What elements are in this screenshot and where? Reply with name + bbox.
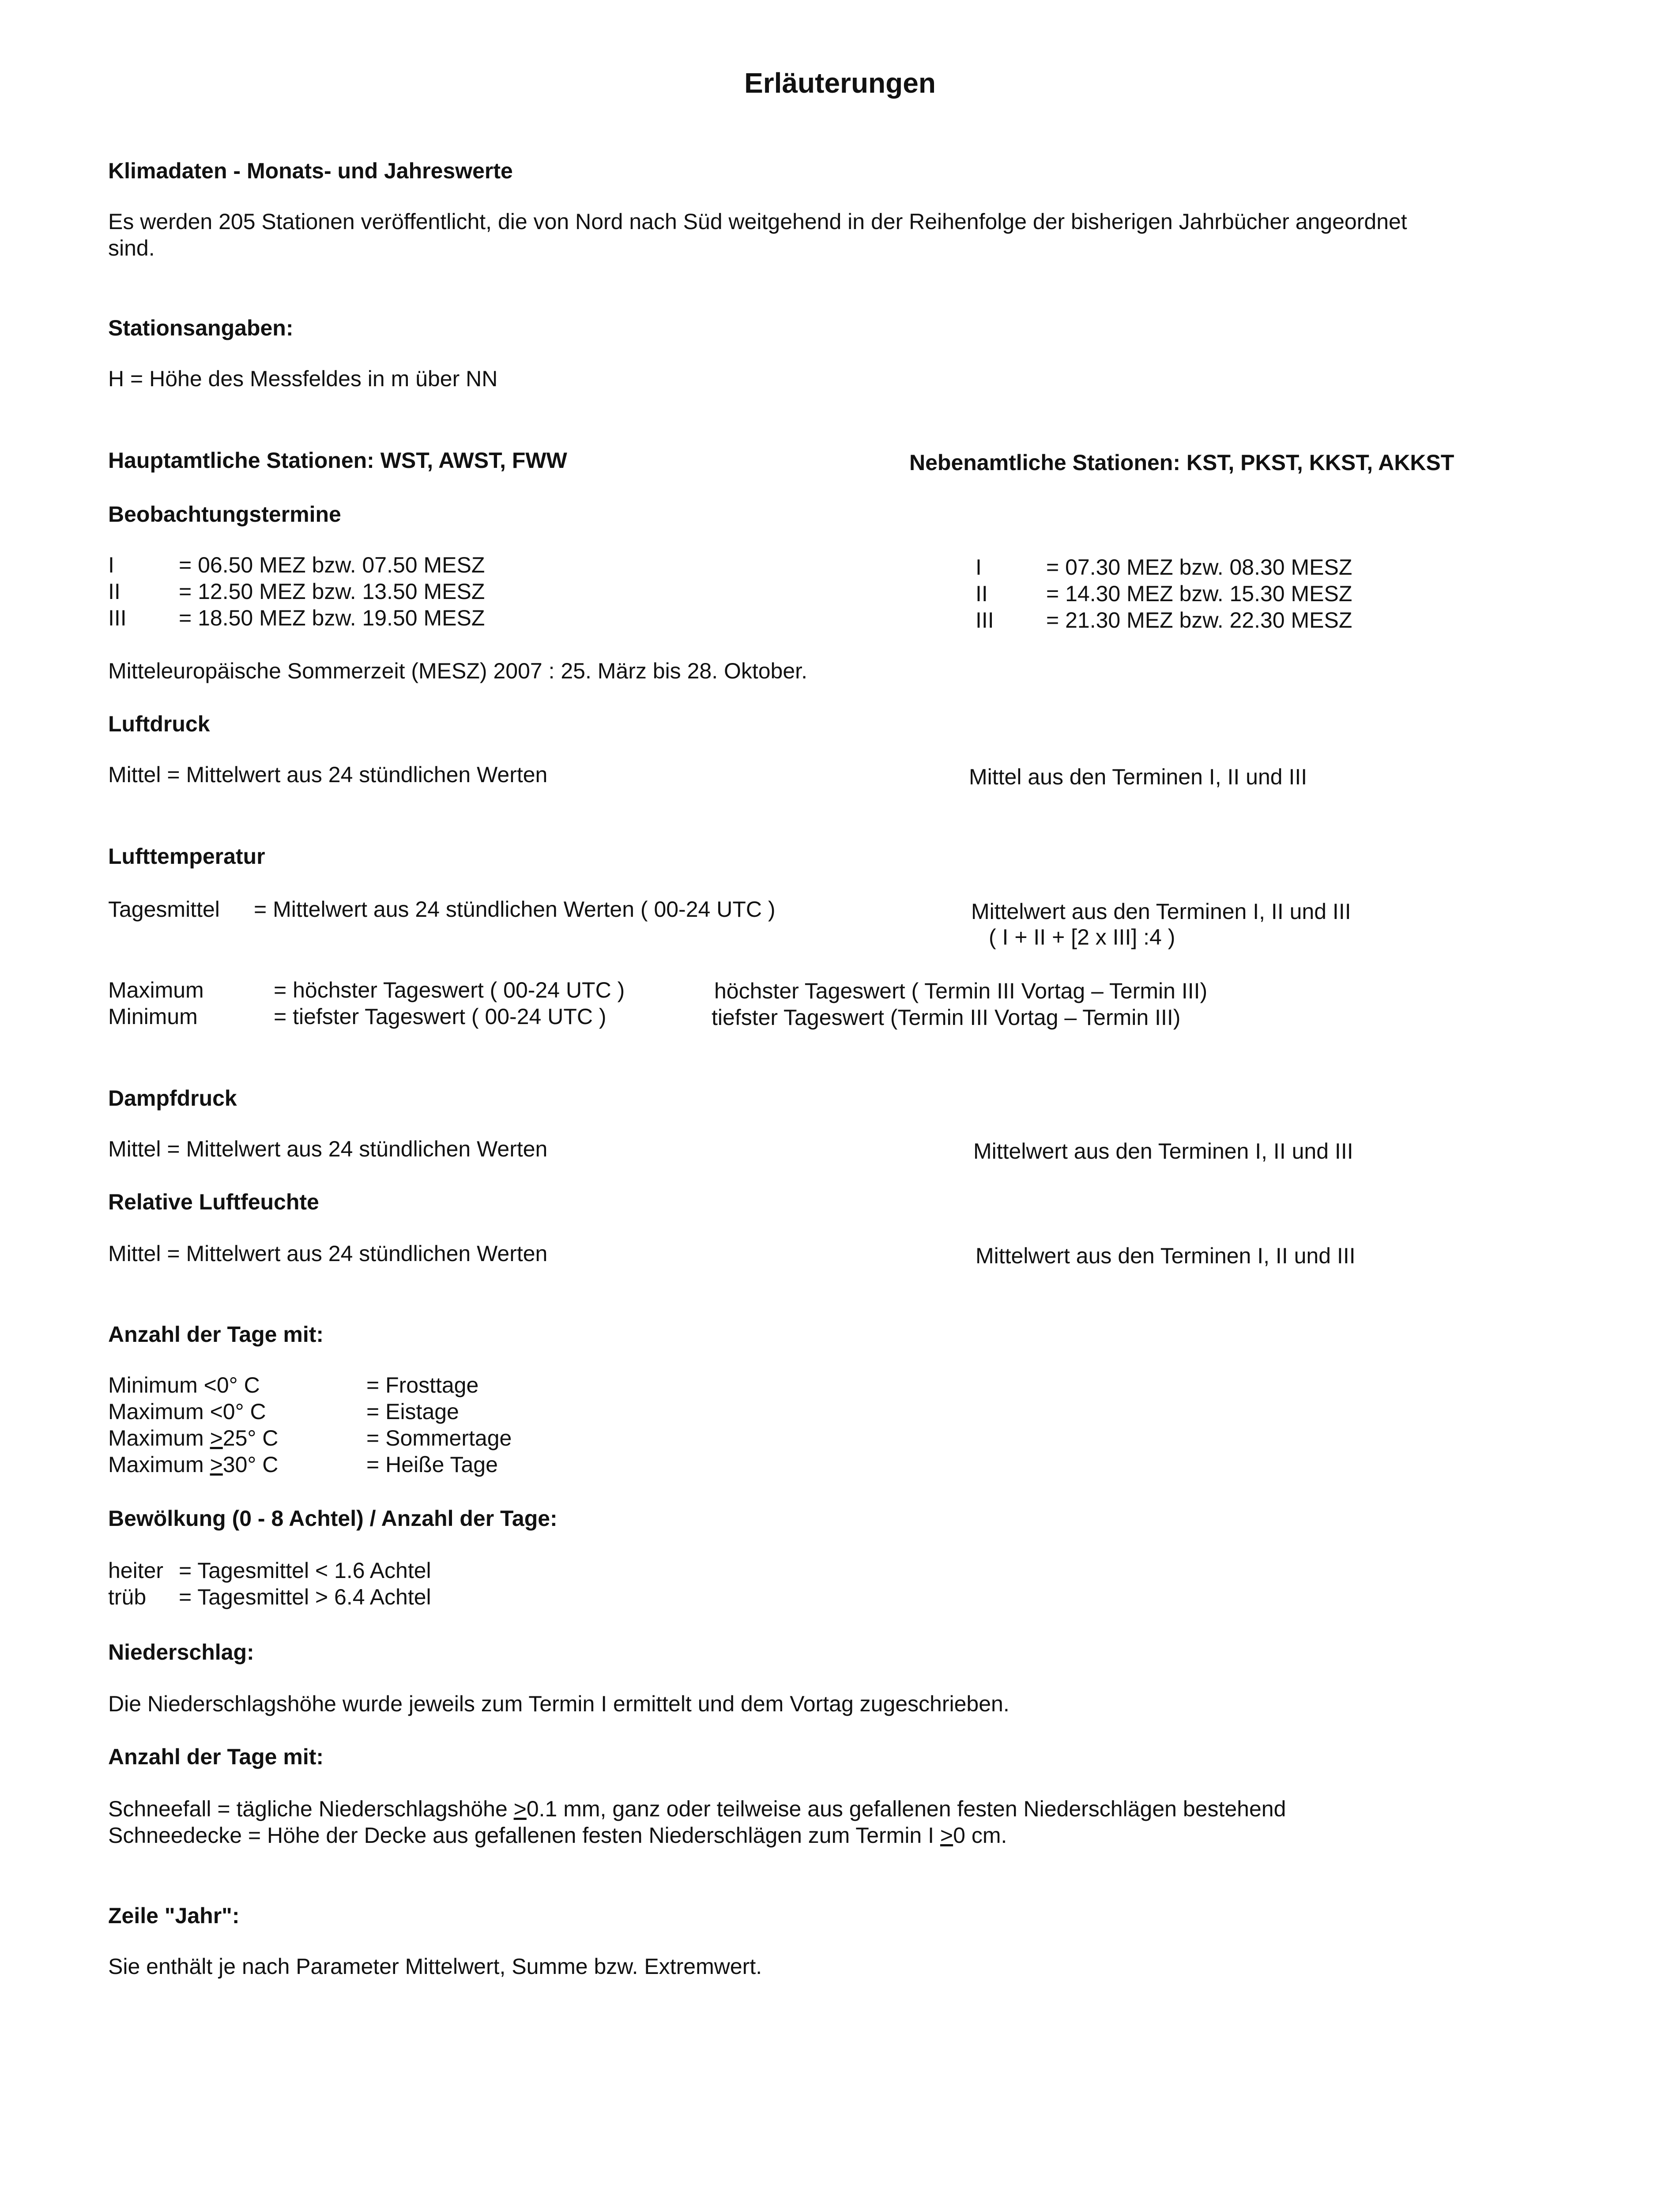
days-temp-def-2: = Eistage [366, 1399, 459, 1424]
observation-times-heading: Beobachtungstermine [108, 502, 341, 527]
secondary-term-value-2: = 14.30 MEZ bzw. 15.30 MESZ [1046, 581, 1352, 606]
intro-line-2: sind. [108, 236, 155, 260]
main-term-label-3: III [108, 606, 127, 630]
secondary-term-label-3: III [976, 608, 994, 633]
height-definition: H = Höhe des Messfeldes in m über NN [108, 366, 498, 391]
secondary-stations-heading: Nebenamtliche Stationen: KST, PKST, KKST, AKKST [909, 450, 1454, 475]
days-temp-cond-2: Maximum <0° C [108, 1399, 266, 1424]
main-term-label-1: I [108, 553, 114, 577]
pressure-heading: Luftdruck [108, 712, 210, 736]
intro-heading: Klimadaten - Monats- und Jahreswerte [108, 158, 513, 183]
precip-text: Die Niederschlagshöhe wurde jeweils zum Termin I ermittelt und dem Vortag zugeschrieben. [108, 1691, 1010, 1716]
temp-max-label: Maximum [108, 978, 204, 1002]
clouds-def-2: = Tagesmittel > 6.4 Achtel [179, 1585, 431, 1609]
days-temp-def-4: = Heiße Tage [366, 1452, 498, 1477]
temp-max-main-def: = höchster Tageswert ( 00-24 UTC ) [274, 978, 625, 1002]
snowfall-def: Schneefall = tägliche Niederschlagshöhe >0.1 mm, ganz oder teilweise aus gefallenen festen Niederschlägen bestehend [108, 1796, 1286, 1821]
snowcover-def: Schneedecke = Höhe der Decke aus gefallenen festen Niederschlägen zum Termin I >0 cm. [108, 1823, 1007, 1848]
days-temp-cond-4: Maximum >30° C [108, 1452, 279, 1477]
temperature-heading: Lufttemperatur [108, 844, 265, 869]
main-term-value-2: = 12.50 MEZ bzw. 13.50 MESZ [179, 579, 485, 604]
days-temp-cond-3: Maximum >25° C [108, 1426, 279, 1450]
days-temp-heading: Anzahl der Tage mit: [108, 1322, 324, 1347]
temp-daily-formula: ( I + II + [2 x III] :4 ) [989, 925, 1175, 949]
dst-note: Mitteleuropäische Sommerzeit (MESZ) 2007 : 25. März bis 28. Oktober. [108, 659, 807, 683]
precip-heading: Niederschlag: [108, 1640, 254, 1665]
temp-daily-label: Tagesmittel [108, 897, 220, 922]
main-term-value-3: = 18.50 MEZ bzw. 19.50 MESZ [179, 606, 485, 630]
year-row-heading: Zeile "Jahr": [108, 1903, 240, 1928]
clouds-def-1: = Tagesmittel < 1.6 Achtel [179, 1558, 431, 1583]
main-stations-heading: Hauptamtliche Stationen: WST, AWST, FWW [108, 448, 567, 473]
vapour-main-def: Mittel = Mittelwert aus 24 stündlichen Werten [108, 1137, 548, 1161]
secondary-term-value-3: = 21.30 MEZ bzw. 22.30 MESZ [1046, 608, 1352, 633]
station-info-heading: Stationsangaben: [108, 316, 294, 340]
temp-daily-main-def: = Mittelwert aus 24 stündlichen Werten ( 00-24 UTC ) [254, 897, 776, 922]
temp-max-secondary-def: höchster Tageswert ( Termin III Vortag – Termin III) [714, 979, 1208, 1003]
days-temp-def-3: = Sommertage [366, 1426, 512, 1450]
humidity-main-def: Mittel = Mittelwert aus 24 stündlichen Werten [108, 1241, 548, 1266]
humidity-secondary-def: Mittelwert aus den Terminen I, II und III [976, 1243, 1356, 1268]
temp-min-secondary-def: tiefster Tageswert (Termin III Vortag – Termin III) [712, 1005, 1181, 1030]
main-term-label-2: II [108, 579, 121, 604]
days-temp-cond-1: Minimum <0° C [108, 1373, 260, 1397]
pressure-secondary-def: Mittel aus den Terminen I, II und III [969, 765, 1307, 789]
pressure-main-def: Mittel = Mittelwert aus 24 stündlichen Werten [108, 762, 548, 787]
page-title: Erläuterungen [744, 67, 936, 99]
intro-line-1: Es werden 205 Stationen veröffentlicht, die von Nord nach Süd weitgehend in der Reihenfolge der bisherigen Jahrbücher angeordnet [108, 209, 1407, 234]
days-temp-def-1: = Frosttage [366, 1373, 479, 1397]
secondary-term-value-1: = 07.30 MEZ bzw. 08.30 MESZ [1046, 555, 1352, 580]
temp-min-main-def: = tiefster Tageswert ( 00-24 UTC ) [274, 1004, 606, 1029]
secondary-term-label-1: I [976, 555, 982, 580]
days-snow-heading: Anzahl der Tage mit: [108, 1744, 324, 1769]
clouds-label-2: trüb [108, 1585, 147, 1609]
vapour-secondary-def: Mittelwert aus den Terminen I, II und III [973, 1139, 1353, 1164]
vapour-heading: Dampfdruck [108, 1086, 237, 1111]
main-term-value-1: = 06.50 MEZ bzw. 07.50 MESZ [179, 553, 485, 577]
clouds-heading: Bewölkung (0 - 8 Achtel) / Anzahl der Tage: [108, 1506, 557, 1531]
clouds-label-1: heiter [108, 1558, 164, 1583]
humidity-heading: Relative Luftfeuchte [108, 1190, 319, 1214]
secondary-term-label-2: II [976, 581, 988, 606]
temp-daily-secondary-def: Mittelwert aus den Terminen I, II und III [971, 899, 1351, 924]
year-row-text: Sie enthält je nach Parameter Mittelwert, Summe bzw. Extremwert. [108, 1954, 762, 1979]
temp-min-label: Minimum [108, 1004, 198, 1029]
